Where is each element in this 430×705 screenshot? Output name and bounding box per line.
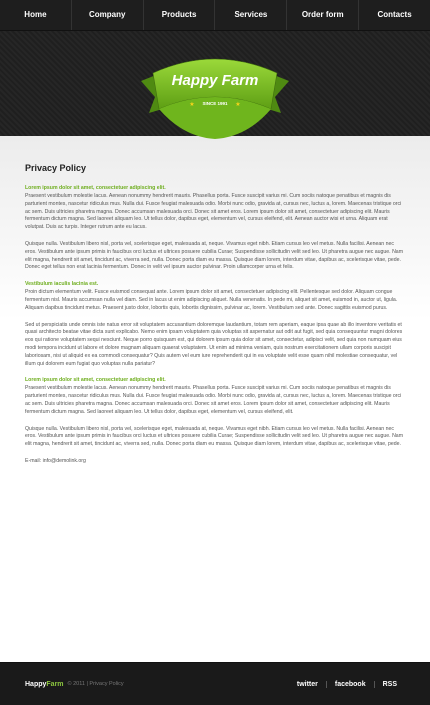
star-icon-right: ★ — [235, 102, 241, 108]
paragraph: Proin dictum elementum velit. Fusce euismod consequat ante. Lorem ipsum dolor sit amet, consectetuer adipiscing elit. Pellentesque sed dolor. Aliquam congue fermentum nisl. Mauris accumsan nulla vel diam. Sed in lacus ut enim adipiscing aliquet. Nulla venenatis. In pede mi, aliquet sit amet, euismod in, auctor ut, ligula. Aliquam dapibus tincidunt metus. Praesent justo dolor, lobortis quis, lobortis dignissim, pulvinar ac, lorem. Vestibulum sed ante. Donec sagittis euismod purus. — [25, 289, 398, 311]
footer — [0, 662, 430, 705]
footer-copyright[interactable]: © 2011 | Privacy Policy — [67, 681, 124, 687]
nav-order-form[interactable]: Order form — [287, 0, 359, 30]
logo-since: SINCE 1991 — [202, 101, 228, 106]
nav-services[interactable]: Services — [215, 0, 287, 30]
footer-brand[interactable] — [25, 681, 64, 688]
footer-brand-farm: Farm — [46, 680, 64, 688]
paragraph: Quisque nulla. Vestibulum libero nisl, porta vel, scelerisque eget, malesuada at, neque. Vivamus eget nibh. Etiam cursus leo vel metus. Nulla facilisi. Aenean nec eros. Vestibulum ante ipsum primis in faucibus orci luctus et ultrices posuere cubilia Curae; Suspendisse sollicitudin velit sed leo. Ut pharetra augue nec augue. Nam elit magna, hendrerit sit amet, tincidunt ac, viverra sed, nulla. Donec porta diam eu massa. Quisque diam lorem, interdum vitae, dapibus ac, scelerisque vitae, pede. — [25, 425, 404, 448]
nav-products[interactable]: Products — [144, 0, 216, 30]
nav-contacts[interactable]: Contacts — [377, 10, 412, 19]
page-title: Privacy Policy — [25, 163, 87, 173]
top-navigation — [0, 0, 430, 31]
nav-company[interactable]: Company — [72, 0, 144, 30]
paragraph: Quisque nulla. Vestibulum libero nisl, porta vel, scelerisque eget, malesuada at, neque. Vivamus eget nibh. Etiam cursus leo vel metus. Nulla facilisi. Aenean nec eros. Vestibulum ante ipsum primis in faucibus orci luctus et ultrices posuere cubilia Curae; Suspendisse sollicitudin velit sed leo. Ut pharetra augue nec augue. Nam elit magna, hendrerit sit amet, tincidunt ac, viverra sed, nulla. Donec porta diam eu massa. Quisque diam lorem, interdum vitae, dapibus ac, scelerisque vitae, pede. Donec eget tellus non erat lacinia fermentum. Donec in velit vel ipsum auctor pulvinar. Proin ullamcorper urna et felis. — [25, 240, 404, 271]
header-banner — [0, 31, 430, 136]
paragraph: Praesent vestibulum molestie lacus. Aenean nonummy hendrerit mauris. Phasellus porta. Fusce suscipit varius mi. Cum sociis natoque penatibus et magnis dis parturient montes, nascetur ridiculus mus. Nulla dui. Fusce feugiat malesuada odio. Morbi nunc odio, gravida at, cursus nec, luctus a, lorem. Maecenas tristique orci ac sem. Duis ultricies pharetra magna. Donec accumsan malesuada orci. Donec sit amet eros. Lorem ipsum dolor sit amet, consectetuer adipiscing elit. Mauris fermentum dictum magna. Sed laoreet aliquam leo. Ut tellus dolor, dapibus eget, elementum vel, cursus eleifend, elit. Aenean auctor wisi et urna. Aliquam erat volutpat. Duis ac turpis. Integer rutrum ante eu lacus. — [25, 193, 402, 231]
nav-home[interactable]: Home — [0, 0, 72, 30]
logo-title: Happy Farm — [171, 72, 259, 89]
content-area — [0, 136, 430, 662]
facebook-link[interactable]: facebook — [326, 681, 374, 688]
footer-social-links — [289, 681, 405, 688]
paragraph: Sed ut perspiciatis unde omnis iste natus error sit voluptatem accusantium doloremque laudantium, totam rem aperiam, eaque ipsa quae ab illo inventore veritatis et quasi architecto beatae vitae dicta sunt explicabo. Nemo enim ipsam voluptatem quia voluptas sit aspernatur aut odit aut fugit, sed quia consequuntur magni dolores eos qui ratione voluptatem sequi nesciunt. Neque porro quisquam est, qui dolorem ipsum quia dolor sit amet, consectetur, adipisci velit, sed quia non numquam eius modi tempora incidunt ut labore et dolore magnam aliquam quaerat voluptatem. Ut enim ad minima veniam, quis nostrum exercitationem ullam corporis suscipit laboriosam, nisi ut aliquid ex ea commodi consequatur? Quis autem vel eum iure reprehenderit qui in ea voluptate velit esse quam nihil molestiae consequatur, vel illum qui dolorem eum fugiat quo voluptas nulla pariatur? — [25, 321, 403, 367]
section-heading: Lorem ipsum dolor sit amet, consectetuer adipiscing elit. — [25, 185, 166, 191]
footer-brand-happy: Happy — [25, 680, 47, 688]
star-icon-left: ★ — [189, 102, 195, 108]
happy-farm-logo[interactable] — [135, 51, 295, 151]
email-contact[interactable]: E-mail: info@demolink.org — [25, 457, 86, 464]
paragraph: Praesent vestibulum molestie lacus. Aenean nonummy hendrerit mauris. Phasellus porta. Fusce suscipit varius mi. Cum sociis natoque penatibus et magnis dis parturient montes, nascetur ridiculus mus. Nulla dui. Fusce feugiat malesuada odio. Morbi nunc odio, gravida at, cursus nec, luctus a, lorem. Maecenas tristique orci ac sem. Duis ultricies pharetra magna. Donec accumsan malesuada orci. Donec sit amet eros. Lorem ipsum dolor sit amet, consectetuer adipiscing elit. Mauris fermentum dictum magna. Sed laoreet aliquam leo. Ut tellus dolor, dapibus eget, elementum vel, cursus eleifend, elit. — [25, 385, 402, 415]
section-heading: Vestibulum iaculis lacinia est. — [25, 281, 99, 288]
rss-link[interactable]: RSS — [374, 681, 405, 688]
section-heading: Lorem ipsum dolor sit amet, consectetuer adipiscing elit. — [25, 377, 166, 384]
twitter-link[interactable]: twitter — [296, 680, 318, 688]
ribbon-logo-graphic — [135, 51, 295, 151]
